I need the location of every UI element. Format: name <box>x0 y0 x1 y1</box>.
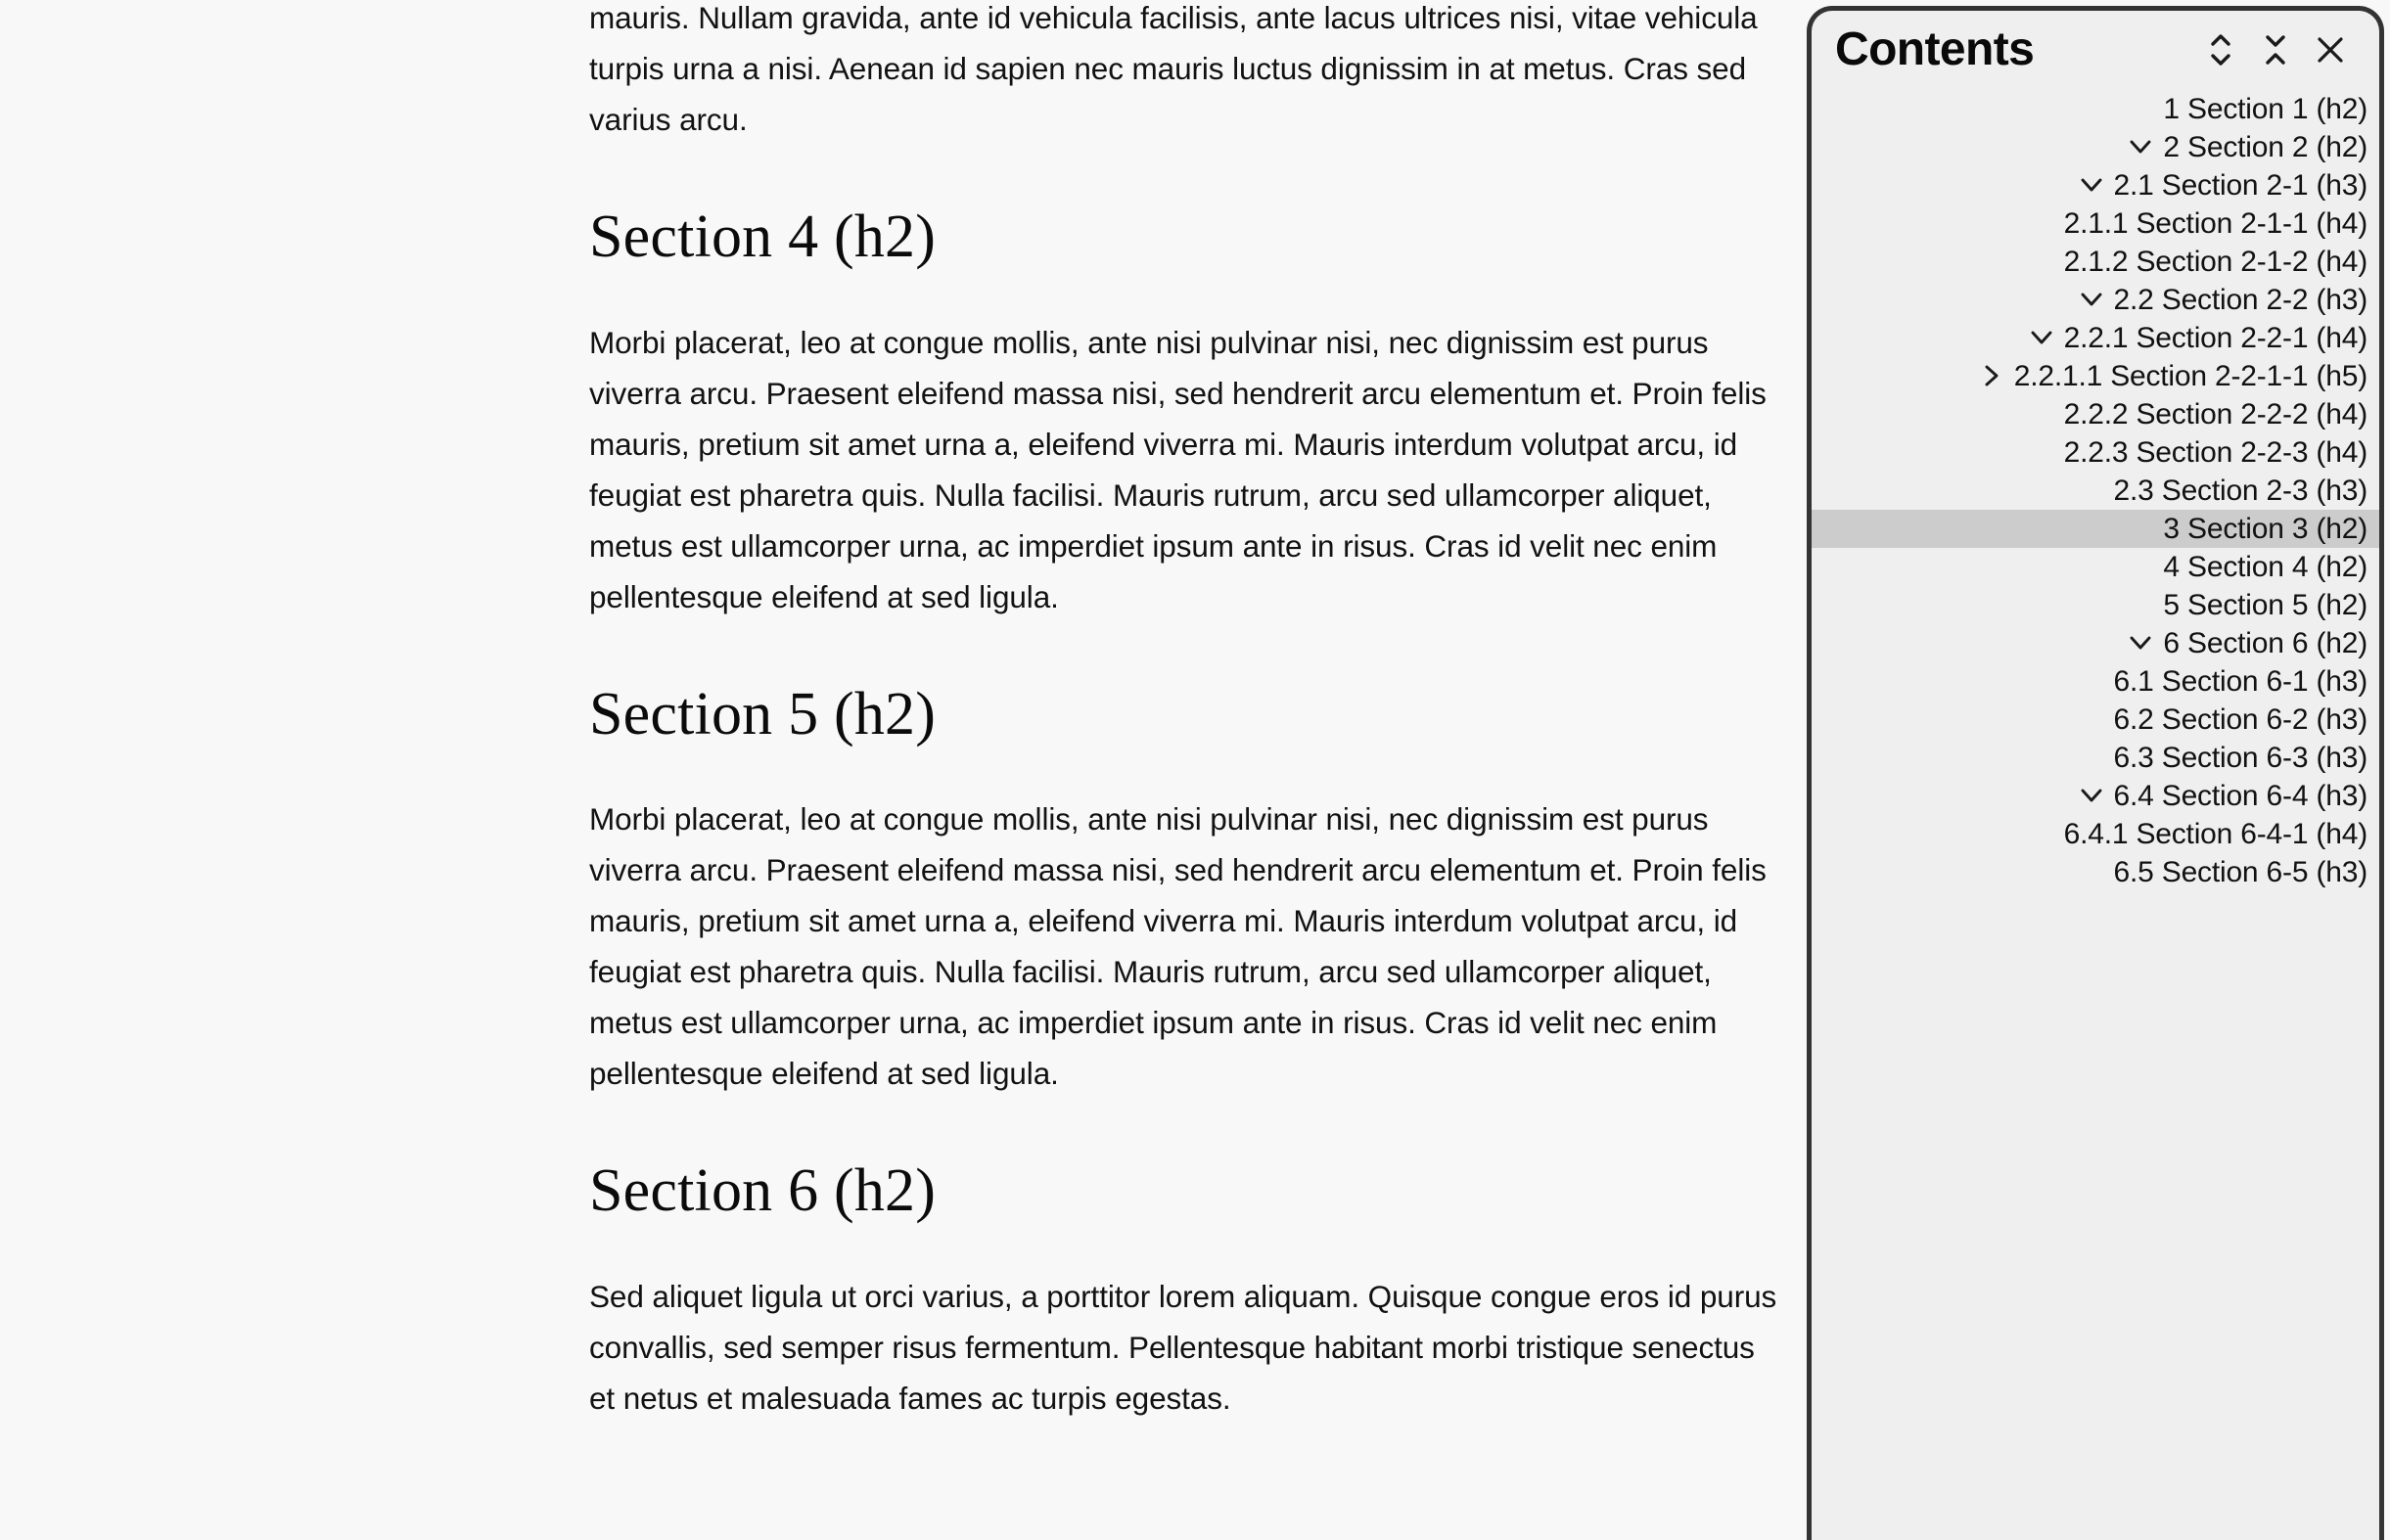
close-icon <box>2313 32 2348 68</box>
body-paragraph: Morbi placerat, leo at congue mollis, ante nisi pulvinar nisi, nec dignissim est purus viverra arcu. Praesent eleifend massa nisi, sed hendrerit arcu elementum et. Proin felis mauris, pretium sit amet urna a, eleifend viverra mi. Mauris interdum volutpat arcu, id feugiat est pharetra quis. Nulla facilisi. Mauris rutrum, arcu sed ullamcorper aliquet, metus est ullamcorper urna, ac imperdiet ipsum ante in risus. Cras id velit nec enim pellentesque eleifend at sed ligula. <box>589 324 1767 614</box>
toc-item[interactable] <box>1812 281 2379 319</box>
toc-item-label: 6.4.1 Section 6-4-1 (h4) <box>2063 817 2367 850</box>
toc-item-label: 6.4 Section 6-4 (h3) <box>2113 779 2367 812</box>
contents-tree[interactable] <box>1812 80 2379 1540</box>
toc-item-label: 5 Section 5 (h2) <box>2163 588 2367 621</box>
collapse-all-button[interactable] <box>2250 24 2301 75</box>
expand-all-button[interactable] <box>2195 24 2246 75</box>
toc-item-label: 2.2 Section 2-2 (h3) <box>2113 283 2367 316</box>
toc-item[interactable] <box>1812 433 2379 472</box>
toc-item-label: 2.3 Section 2-3 (h3) <box>2113 474 2367 507</box>
section-heading: Section 5 (h2) <box>589 680 937 747</box>
contents-panel-header <box>1812 11 2379 80</box>
toc-item-label: 6.3 Section 6-3 (h3) <box>2113 741 2367 774</box>
toc-item[interactable] <box>1812 204 2379 243</box>
document-body <box>589 0 1785 1457</box>
chevron-down-icon[interactable] <box>2075 281 2108 319</box>
toc-item[interactable] <box>1812 815 2379 853</box>
chevron-down-icon[interactable] <box>2124 128 2157 166</box>
toc-item[interactable] <box>1812 510 2379 548</box>
toc-item[interactable] <box>1812 243 2379 281</box>
toc-item[interactable] <box>1812 395 2379 433</box>
toc-item[interactable] <box>1812 624 2379 662</box>
toc-item[interactable] <box>1812 701 2379 739</box>
toc-item-label: 2 Section 2 (h2) <box>2163 130 2367 163</box>
toc-item[interactable] <box>1812 357 2379 395</box>
toc-item-label: 2.1 Section 2-1 (h3) <box>2113 168 2367 202</box>
toc-item-label: 6.2 Section 6-2 (h3) <box>2113 702 2367 736</box>
chevron-down-icon[interactable] <box>2124 624 2157 662</box>
toc-item-label: 6.1 Section 6-1 (h3) <box>2113 664 2367 698</box>
toc-item-label: 1 Section 1 (h2) <box>2163 92 2367 125</box>
page-title: Contents <box>1835 23 2035 75</box>
collapse-all-icon <box>2261 31 2290 68</box>
toc-item-label: 6.5 Section 6-5 (h3) <box>2113 855 2367 888</box>
toc-item[interactable] <box>1812 472 2379 510</box>
expand-all-icon <box>2206 31 2235 68</box>
chevron-down-icon[interactable] <box>2075 777 2108 815</box>
body-paragraph: Sed aliquet ligula ut orci varius, a porttitor lorem aliquam. Quisque congue eros id purus convallis, sed semper risus fermentum. Pellentesque habitant morbi tristique senectus et netus et malesuada fames ac turpis egestas. <box>589 1278 1777 1416</box>
toc-item[interactable] <box>1812 777 2379 815</box>
toc-item-label: 4 Section 4 (h2) <box>2163 550 2367 583</box>
toc-item[interactable] <box>1812 739 2379 777</box>
toc-item[interactable] <box>1812 548 2379 586</box>
toc-item-label: 2.2.1.1 Section 2-2-1-1 (h5) <box>2013 359 2367 392</box>
toc-item[interactable] <box>1812 662 2379 701</box>
toc-item-label: 6 Section 6 (h2) <box>2163 626 2367 659</box>
toc-item[interactable] <box>1812 90 2379 128</box>
toc-item-label: 2.2.2 Section 2-2-2 (h4) <box>2063 397 2367 430</box>
contents-panel <box>1807 6 2384 1540</box>
toc-item-label: 2.2.1 Section 2-2-1 (h4) <box>2063 321 2367 354</box>
toc-item-label: 2.2.3 Section 2-2-3 (h4) <box>2063 435 2367 469</box>
chevron-down-icon[interactable] <box>2075 166 2108 204</box>
toc-item-label: 3 Section 3 (h2) <box>2163 512 2367 545</box>
section-heading: Section 6 (h2) <box>589 1157 937 1224</box>
toc-item-label: 2.1.2 Section 2-1-2 (h4) <box>2063 245 2367 278</box>
toc-item[interactable] <box>1812 128 2379 166</box>
toc-item[interactable] <box>1812 853 2379 891</box>
chevron-right-icon[interactable] <box>1975 357 2008 395</box>
toc-item[interactable] <box>1812 586 2379 624</box>
body-paragraph: Morbi placerat, leo at congue mollis, ante nisi pulvinar nisi, nec dignissim est purus viverra arcu. Praesent eleifend massa nisi, sed hendrerit arcu elementum et. Proin felis mauris, pretium sit amet urna a, eleifend viverra mi. Mauris interdum volutpat arcu, id feugiat est pharetra quis. Nulla facilisi. Mauris rutrum, arcu sed ullamcorper aliquet, metus est ullamcorper urna, ac imperdiet ipsum ante in risus. Cras id velit nec enim pellentesque eleifend at sed ligula. <box>589 801 1767 1091</box>
toc-item-label: 2.1.1 Section 2-1-1 (h4) <box>2063 206 2367 240</box>
section-heading: Section 4 (h2) <box>589 204 937 270</box>
chevron-down-icon[interactable] <box>2025 319 2058 357</box>
toc-item[interactable] <box>1812 166 2379 204</box>
toc-item[interactable] <box>1812 319 2379 357</box>
body-paragraph: mauris. Nullam gravida, ante id vehicula facilisis, ante lacus ultrices nisi, vitae vehicula turpis urna a nisi. Aenean id sapien nec mauris luctus dignissim in at metus. Cras sed varius arcu. <box>589 0 1758 137</box>
close-button[interactable] <box>2305 24 2356 75</box>
